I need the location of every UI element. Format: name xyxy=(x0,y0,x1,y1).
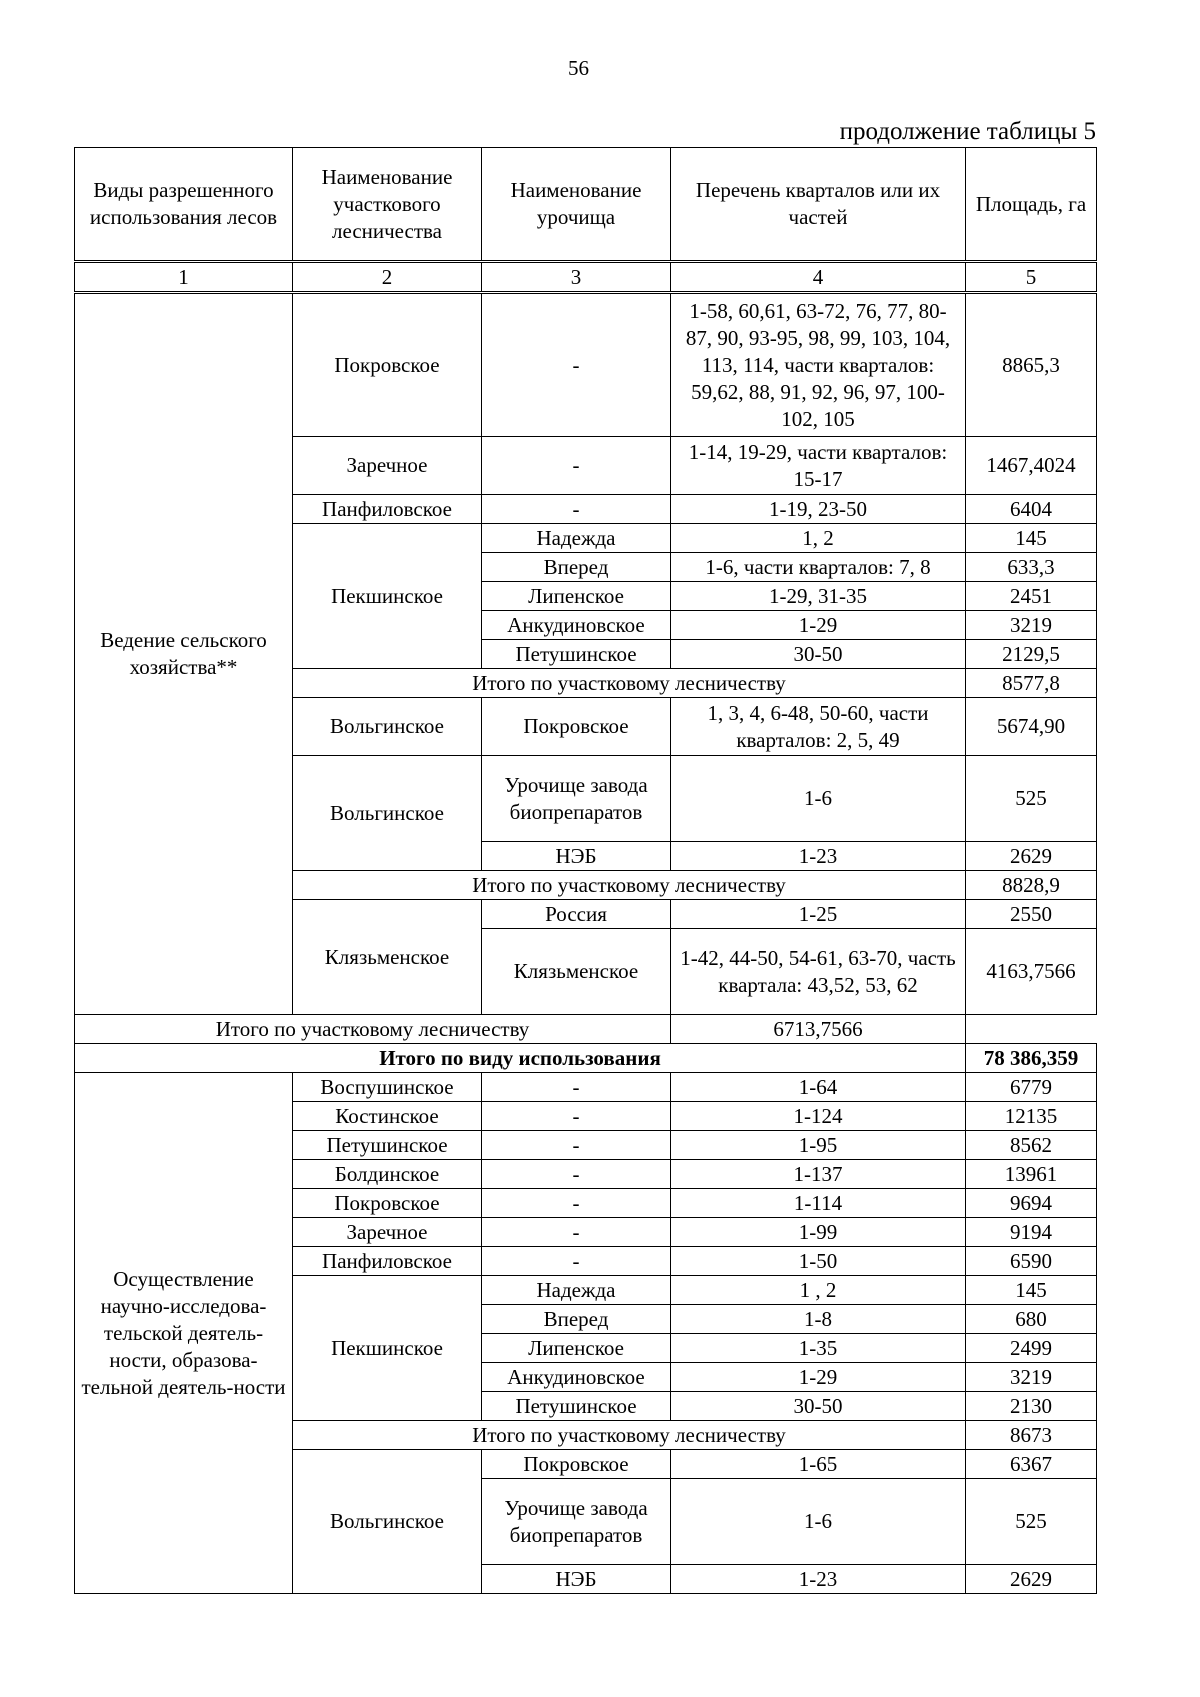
tract-cell: Анкудиновское xyxy=(482,1363,671,1392)
column-number: 4 xyxy=(671,262,966,293)
area-cell: 2629 xyxy=(966,1565,1097,1594)
total-area: 78 386,359 xyxy=(966,1044,1097,1073)
total-row xyxy=(75,1044,1097,1073)
tract-cell: Надежда xyxy=(482,1276,671,1305)
area-cell: 2451 xyxy=(966,582,1097,611)
quarters-cell: 1-29 xyxy=(671,611,966,640)
quarters-cell: 1-14, 19-29, части кварталов: 15-17 xyxy=(671,437,966,495)
tract-cell: - xyxy=(482,495,671,524)
quarters-cell: 1-25 xyxy=(671,900,966,929)
header-tract: Наименование урочища xyxy=(482,148,671,262)
column-number: 1 xyxy=(75,262,293,293)
area-cell: 8562 xyxy=(966,1131,1097,1160)
table-caption: продолжение таблицы 5 xyxy=(839,118,1096,145)
quarters-cell: 1-99 xyxy=(671,1218,966,1247)
tract-cell: Покровское xyxy=(482,1450,671,1479)
quarters-cell: 1-19, 23-50 xyxy=(671,495,966,524)
quarters-cell: 1-64 xyxy=(671,1073,966,1102)
subtotal-area: 6713,7566 xyxy=(671,1015,966,1044)
subtotal-label: Итого по участковому лесничеству xyxy=(293,871,966,900)
area-cell: 12135 xyxy=(966,1102,1097,1131)
use-type-cell: Осуществление научно-исследова-тельской деятель-ности, образова-тельной деятель-ности xyxy=(75,1073,293,1594)
quarters-cell: 1-6, части кварталов: 7, 8 xyxy=(671,553,966,582)
forestry-cell: Покровское xyxy=(293,293,482,437)
quarters-cell: 1 , 2 xyxy=(671,1276,966,1305)
area-cell: 13961 xyxy=(966,1160,1097,1189)
area-cell: 145 xyxy=(966,524,1097,553)
forestry-cell: Вольгинское xyxy=(293,756,482,871)
tract-cell: - xyxy=(482,437,671,495)
header-area: Площадь, га xyxy=(966,148,1097,262)
header-use-type: Виды разрешенного использования лесов xyxy=(75,148,293,262)
forest-use-table xyxy=(74,147,1097,1594)
subtotal-label: Итого по участковому лесничеству xyxy=(293,669,966,698)
tract-cell: Вперед xyxy=(482,1305,671,1334)
tract-cell: - xyxy=(482,1160,671,1189)
tract-cell: Надежда xyxy=(482,524,671,553)
area-cell: 5674,90 xyxy=(966,698,1097,756)
area-cell: 2629 xyxy=(966,842,1097,871)
tract-cell: НЭБ xyxy=(482,1565,671,1594)
quarters-cell: 1-65 xyxy=(671,1450,966,1479)
quarters-cell: 1-114 xyxy=(671,1189,966,1218)
tract-cell: Клязьменское xyxy=(482,929,671,1015)
forestry-cell: Клязьменское xyxy=(293,900,482,1015)
forestry-cell: Костинское xyxy=(293,1102,482,1131)
area-cell: 680 xyxy=(966,1305,1097,1334)
forestry-cell: Вольгинское xyxy=(293,1450,482,1594)
quarters-cell: 30-50 xyxy=(671,1392,966,1421)
forestry-cell: Панфиловское xyxy=(293,495,482,524)
forestry-cell: Панфиловское xyxy=(293,1247,482,1276)
area-cell: 6404 xyxy=(966,495,1097,524)
use-type-cell: Ведение сельского хозяйства** xyxy=(75,293,293,1015)
area-cell: 2129,5 xyxy=(966,640,1097,669)
area-cell: 3219 xyxy=(966,1363,1097,1392)
area-cell: 1467,4024 xyxy=(966,437,1097,495)
tract-cell: - xyxy=(482,1218,671,1247)
quarters-cell: 1-124 xyxy=(671,1102,966,1131)
quarters-cell: 1-29, 31-35 xyxy=(671,582,966,611)
subtotal-row xyxy=(75,1015,1097,1044)
total-label: Итого по виду использования xyxy=(75,1044,966,1073)
area-cell: 633,3 xyxy=(966,553,1097,582)
tract-cell: Урочище завода биопрепаратов xyxy=(482,756,671,842)
forestry-cell: Вольгинское xyxy=(293,698,482,756)
area-cell: 9694 xyxy=(966,1189,1097,1218)
quarters-cell: 1-6 xyxy=(671,756,966,842)
tract-cell: - xyxy=(482,1073,671,1102)
header-forestry: Наименование участкового лесничества xyxy=(293,148,482,262)
table-row xyxy=(75,1073,1097,1102)
subtotal-label: Итого по участковому лесничеству xyxy=(75,1015,671,1044)
tract-cell: Липенское xyxy=(482,1334,671,1363)
column-number-row xyxy=(75,262,1097,293)
tract-cell: Россия xyxy=(482,900,671,929)
forestry-cell: Пекшинское xyxy=(293,524,482,669)
quarters-cell: 1-23 xyxy=(671,1565,966,1594)
area-cell: 2499 xyxy=(966,1334,1097,1363)
forestry-cell: Покровское xyxy=(293,1189,482,1218)
area-cell: 4163,7566 xyxy=(966,929,1097,1015)
area-cell: 2130 xyxy=(966,1392,1097,1421)
forestry-cell: Пекшинское xyxy=(293,1276,482,1421)
quarters-cell: 1-137 xyxy=(671,1160,966,1189)
forestry-cell: Болдинское xyxy=(293,1160,482,1189)
quarters-cell: 1-50 xyxy=(671,1247,966,1276)
area-cell: 2550 xyxy=(966,900,1097,929)
area-cell: 145 xyxy=(966,1276,1097,1305)
subtotal-area: 8577,8 xyxy=(966,669,1097,698)
area-cell: 6779 xyxy=(966,1073,1097,1102)
forestry-cell: Воспушинское xyxy=(293,1073,482,1102)
tract-cell: Петушинское xyxy=(482,640,671,669)
area-cell: 525 xyxy=(966,756,1097,842)
forestry-cell: Заречное xyxy=(293,1218,482,1247)
header-quarters: Перечень кварталов или их частей xyxy=(671,148,966,262)
header-row xyxy=(75,148,1097,262)
quarters-cell: 1-23 xyxy=(671,842,966,871)
subtotal-area: 8828,9 xyxy=(966,871,1097,900)
subtotal-area: 8673 xyxy=(966,1421,1097,1450)
quarters-cell: 1, 2 xyxy=(671,524,966,553)
column-number: 3 xyxy=(482,262,671,293)
quarters-cell: 1-29 xyxy=(671,1363,966,1392)
quarters-cell: 1-58, 60,61, 63-72, 76, 77, 80-87, 90, 93-95, 98, 99, 103, 104, 113, 114, части кварталов: 59,62, 88, 91, 92, 96, 97, 100-102, 105 xyxy=(671,293,966,437)
tract-cell: Урочище завода биопрепаратов xyxy=(482,1479,671,1565)
quarters-cell: 1, 3, 4, 6-48, 50-60, части кварталов: 2, 5, 49 xyxy=(671,698,966,756)
page-number: 56 xyxy=(568,56,589,80)
area-cell: 9194 xyxy=(966,1218,1097,1247)
column-number: 2 xyxy=(293,262,482,293)
quarters-cell: 1-8 xyxy=(671,1305,966,1334)
tract-cell: Липенское xyxy=(482,582,671,611)
forestry-cell: Заречное xyxy=(293,437,482,495)
tract-cell: - xyxy=(482,293,671,437)
area-cell: 525 xyxy=(966,1479,1097,1565)
forestry-cell: Петушинское xyxy=(293,1131,482,1160)
quarters-cell: 1-35 xyxy=(671,1334,966,1363)
subtotal-label: Итого по участковому лесничеству xyxy=(293,1421,966,1450)
tract-cell: Анкудиновское xyxy=(482,611,671,640)
tract-cell: Петушинское xyxy=(482,1392,671,1421)
area-cell: 8865,3 xyxy=(966,293,1097,437)
tract-cell: НЭБ xyxy=(482,842,671,871)
table-row xyxy=(75,293,1097,437)
tract-cell: Вперед xyxy=(482,553,671,582)
tract-cell: - xyxy=(482,1131,671,1160)
area-cell: 6367 xyxy=(966,1450,1097,1479)
quarters-cell: 1-42, 44-50, 54-61, 63-70, часть квартала: 43,52, 53, 62 xyxy=(671,929,966,1015)
quarters-cell: 1-95 xyxy=(671,1131,966,1160)
tract-cell: - xyxy=(482,1247,671,1276)
tract-cell: - xyxy=(482,1189,671,1218)
area-cell: 3219 xyxy=(966,611,1097,640)
tract-cell: - xyxy=(482,1102,671,1131)
area-cell: 6590 xyxy=(966,1247,1097,1276)
quarters-cell: 30-50 xyxy=(671,640,966,669)
tract-cell: Покровское xyxy=(482,698,671,756)
quarters-cell: 1-6 xyxy=(671,1479,966,1565)
column-number: 5 xyxy=(966,262,1097,293)
